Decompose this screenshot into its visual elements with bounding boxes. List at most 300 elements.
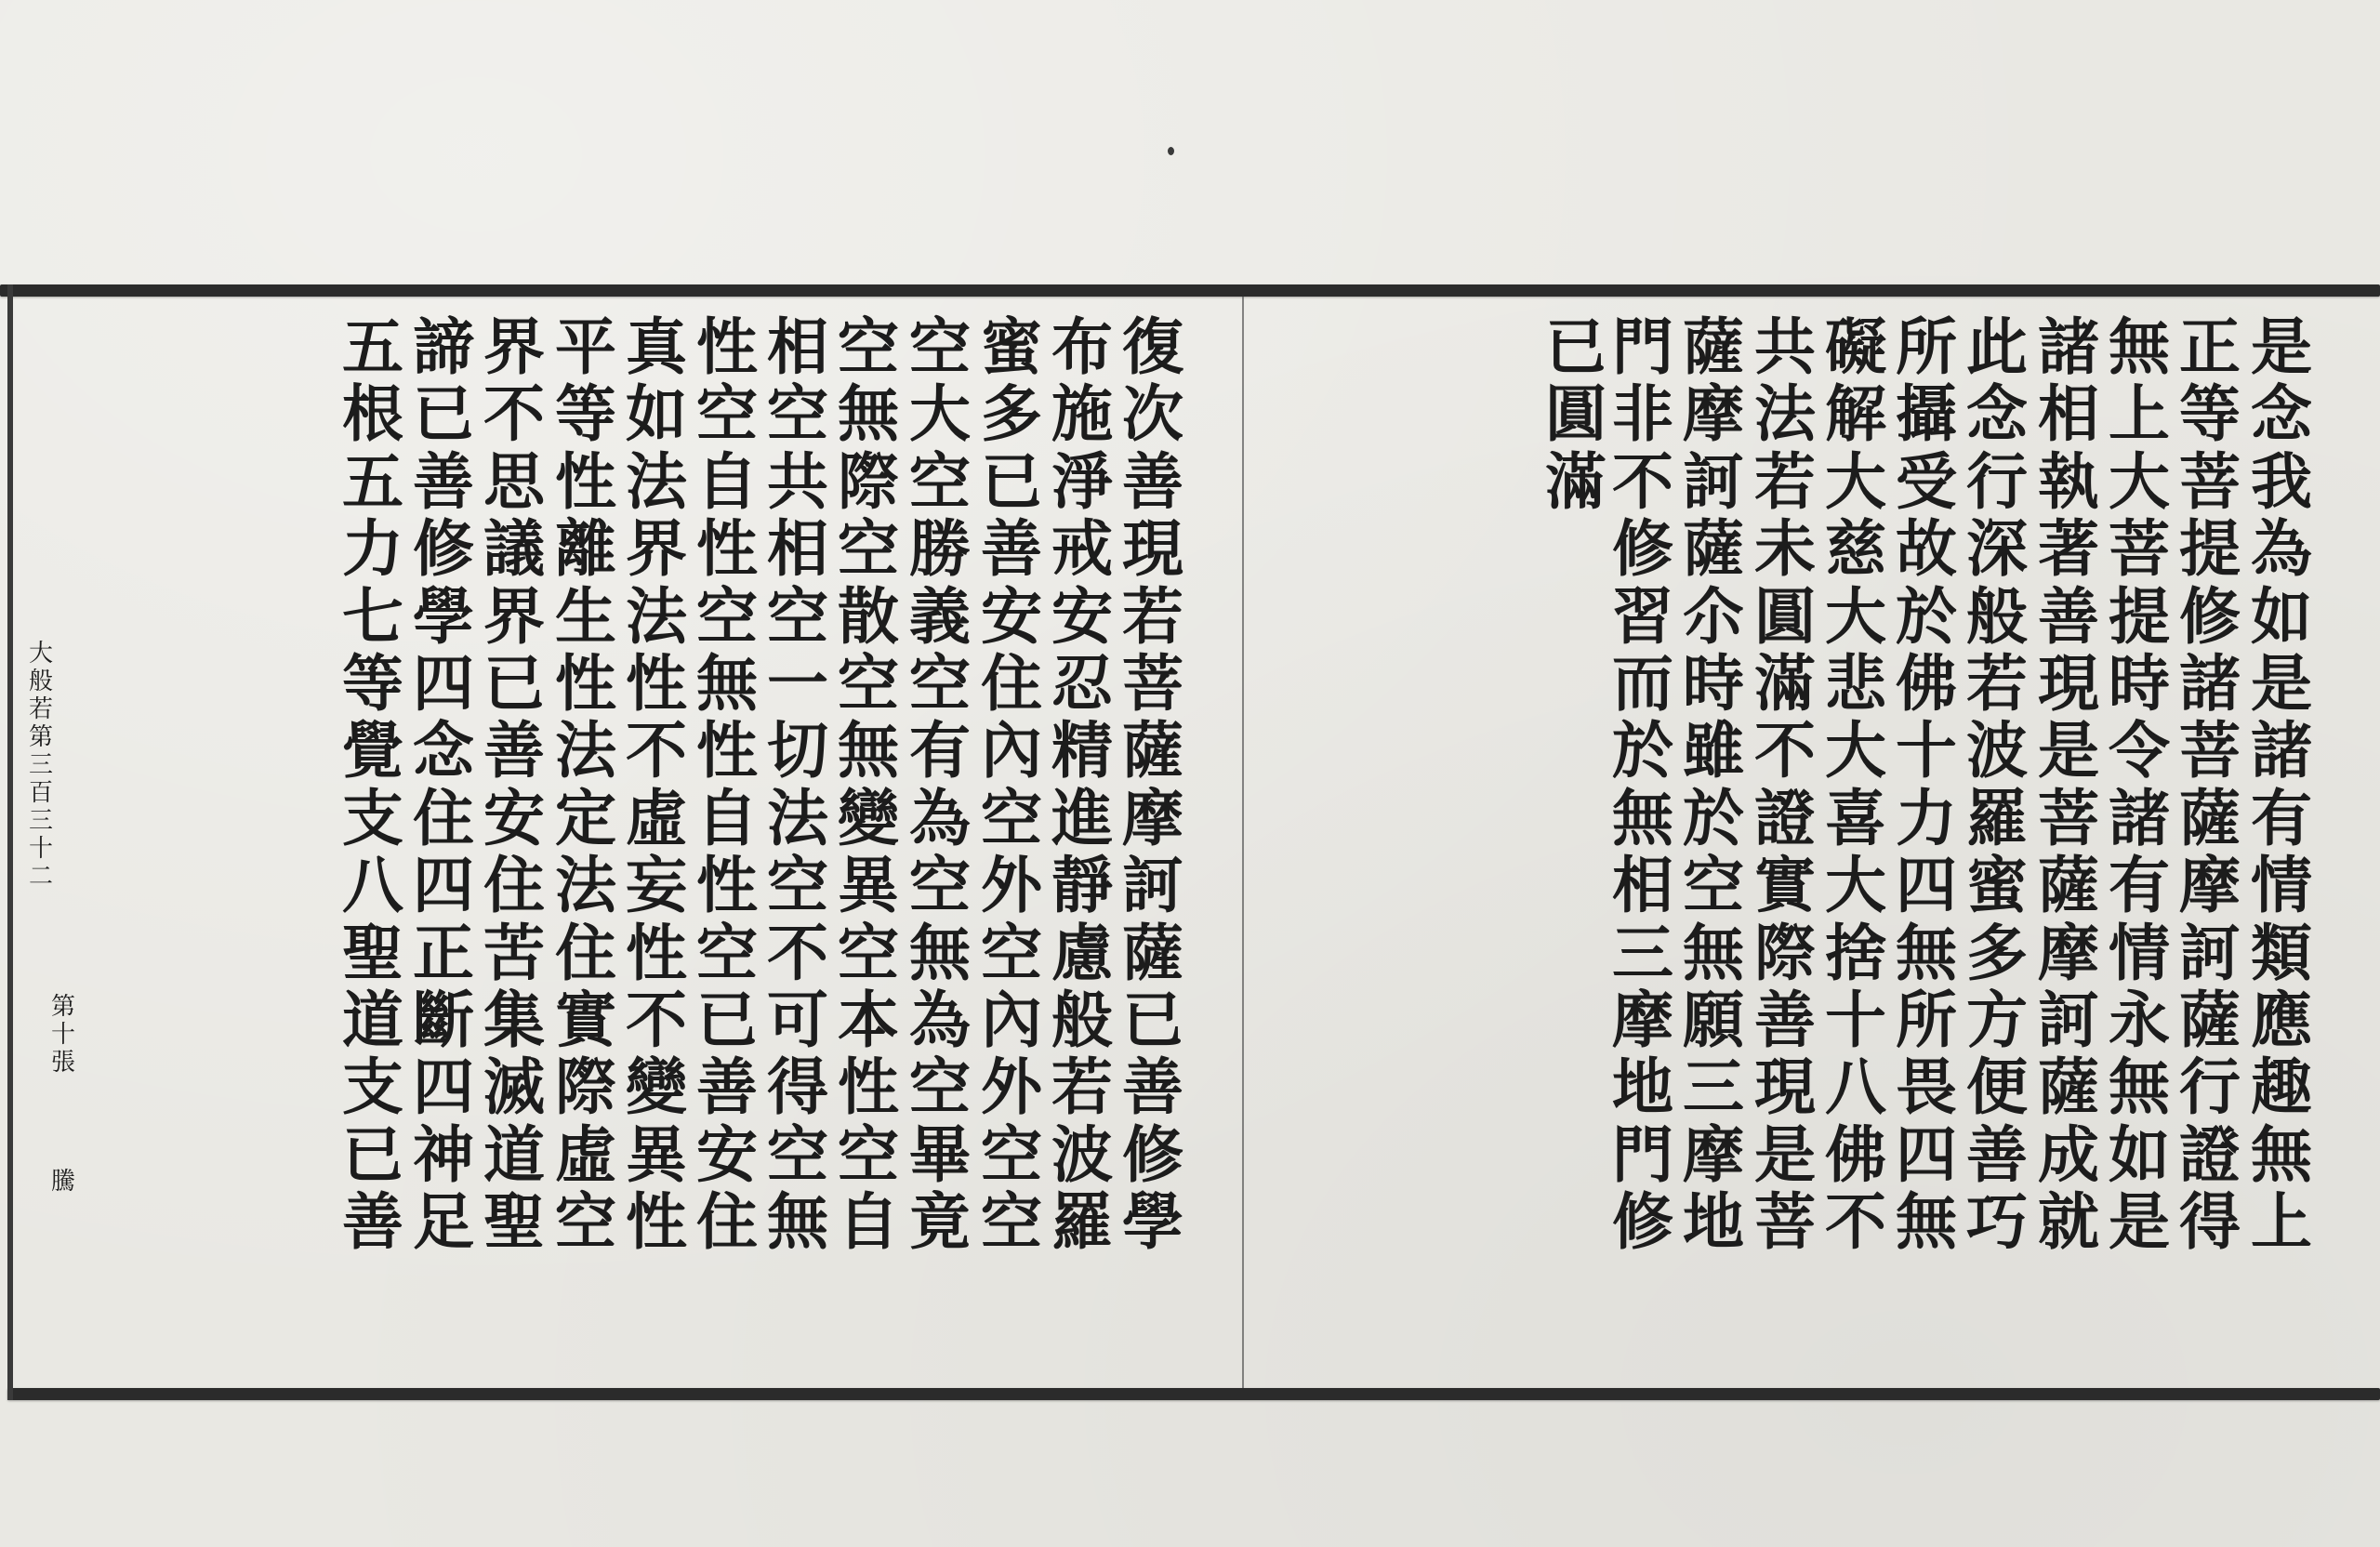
glyph: 已	[1545, 311, 1606, 383]
glyph: 波	[1051, 1117, 1113, 1191]
glyph: 空	[981, 781, 1042, 854]
glyph: 虛	[626, 781, 687, 854]
glyph: 四	[413, 1051, 474, 1124]
glyph: 非	[1612, 377, 1673, 451]
glyph: 修	[1612, 512, 1673, 586]
glyph: 無	[767, 1185, 828, 1259]
glyph: 而	[1612, 646, 1673, 720]
glyph: 已	[696, 983, 758, 1056]
glyph: 善	[1122, 444, 1183, 518]
glyph: 是	[1754, 1117, 1816, 1191]
glyph: 性	[838, 1051, 899, 1124]
glyph: 波	[1966, 714, 2028, 787]
glyph: 修	[413, 512, 474, 586]
glyph: 般	[1051, 983, 1113, 1056]
text-column	[830, 311, 906, 1259]
glyph: 地	[1612, 1051, 1673, 1124]
glyph: 復	[1122, 311, 1183, 383]
glyph: 證	[1754, 781, 1816, 854]
glyph: 所	[1896, 983, 1957, 1056]
glyph: 空	[981, 916, 1042, 989]
glyph: 就	[2038, 1185, 2099, 1259]
glyph: 正	[413, 916, 474, 989]
glyph: 實	[555, 983, 616, 1056]
glyph: 十	[28, 835, 53, 863]
glyph: 法	[767, 781, 828, 854]
glyph: 薩	[2179, 983, 2241, 1056]
glyph: 七	[342, 579, 403, 653]
glyph: 精	[1051, 714, 1113, 787]
glyph: 界	[483, 311, 545, 383]
glyph: 空	[696, 377, 758, 451]
glyph: 變	[838, 781, 899, 854]
glyph: 集	[483, 983, 545, 1056]
glyph: 有	[2109, 849, 2170, 922]
glyph: 著	[2038, 512, 2099, 586]
glyph: 慮	[1051, 916, 1113, 989]
glyph: 百	[28, 779, 53, 807]
glyph: 異	[838, 849, 899, 922]
glyph: 八	[1825, 1051, 1886, 1124]
frame-left-border	[7, 284, 13, 1400]
glyph: 不	[1612, 444, 1673, 518]
glyph: 為	[909, 781, 971, 854]
glyph: 無	[1896, 1185, 1957, 1259]
glyph: 忍	[1051, 646, 1113, 720]
glyph: 聖	[483, 1185, 545, 1259]
glyph: 蜜	[981, 311, 1042, 383]
glyph: 善	[696, 1051, 758, 1124]
glyph: 於	[1683, 781, 1744, 854]
glyph: 三	[28, 807, 53, 835]
glyph: 如	[2109, 1117, 2170, 1191]
glyph: 聖	[342, 916, 403, 989]
glyph: 學	[413, 579, 474, 653]
text-column	[760, 311, 836, 1259]
glyph: 大	[2109, 444, 2170, 518]
glyph: 虛	[555, 1117, 616, 1191]
glyph: 安	[696, 1117, 758, 1191]
glyph: 際	[1754, 916, 1816, 989]
glyph: 佛	[1825, 1117, 1886, 1191]
glyph: 性	[626, 916, 687, 989]
glyph: 若	[1122, 579, 1183, 653]
glyph: 門	[1612, 1117, 1673, 1191]
glyph: 巧	[1966, 1185, 2028, 1259]
glyph: 情	[2109, 916, 2170, 989]
glyph: 八	[342, 849, 403, 922]
glyph: 性	[555, 646, 616, 720]
glyph: 已	[413, 377, 474, 451]
glyph: 相	[767, 311, 828, 383]
glyph: 圓	[1754, 579, 1816, 653]
glyph: 力	[1896, 781, 1957, 854]
glyph: 摩	[2179, 849, 2241, 922]
text-column	[1747, 311, 1823, 1259]
glyph: 蜜	[1966, 849, 2028, 922]
glyph: 摩	[1612, 983, 1673, 1056]
glyph: 住	[696, 1185, 758, 1259]
glyph: 住	[981, 646, 1042, 720]
glyph: 離	[555, 512, 616, 586]
glyph: 礙	[1825, 311, 1886, 383]
glyph: 已	[483, 646, 545, 720]
glyph: 力	[342, 512, 403, 586]
glyph: 於	[1612, 714, 1673, 787]
glyph: 地	[1683, 1185, 1744, 1259]
glyph: 受	[1896, 444, 1957, 518]
glyph: 布	[1051, 311, 1113, 383]
glyph: 訶	[2179, 916, 2241, 989]
glyph: 次	[1122, 377, 1183, 451]
glyph: 方	[1966, 983, 2028, 1056]
glyph: 自	[696, 444, 758, 518]
glyph: 大	[909, 377, 971, 451]
glyph: 於	[1896, 579, 1957, 653]
glyph: 行	[2179, 1051, 2241, 1124]
glyph: 諦	[413, 311, 474, 383]
glyph: 空	[838, 512, 899, 586]
frame-bottom-border	[7, 1388, 2380, 1400]
glyph: 空	[909, 646, 971, 720]
glyph: 空	[696, 579, 758, 653]
glyph: 安	[483, 781, 545, 854]
glyph: 情	[2251, 849, 2312, 922]
glyph: 戒	[1051, 512, 1113, 586]
glyph: 外	[981, 849, 1042, 922]
glyph: 空	[1683, 849, 1744, 922]
glyph: 議	[483, 512, 545, 586]
glyph: 妄	[626, 849, 687, 922]
text-column	[1959, 311, 2035, 1259]
glyph: 大	[28, 640, 53, 668]
glyph: 不	[1825, 1185, 1886, 1259]
glyph: 類	[2251, 916, 2312, 989]
glyph: 法	[626, 444, 687, 518]
glyph: 佛	[1896, 646, 1957, 720]
glyph: 無	[909, 916, 971, 989]
glyph: 法	[555, 714, 616, 787]
glyph: 相	[767, 512, 828, 586]
glyph: 善	[1122, 1051, 1183, 1124]
glyph: 時	[2109, 646, 2170, 720]
glyph: 支	[342, 781, 403, 854]
glyph: 無	[838, 377, 899, 451]
glyph: 永	[2109, 983, 2170, 1056]
glyph: 學	[1122, 1185, 1183, 1259]
glyph: 內	[981, 983, 1042, 1056]
text-column	[1115, 311, 1191, 1259]
glyph: 住	[413, 781, 474, 854]
text-column	[548, 311, 624, 1259]
glyph: 若	[1754, 444, 1816, 518]
glyph: 有	[909, 714, 971, 787]
glyph: 善	[2038, 579, 2099, 653]
glyph: 薩	[1122, 714, 1183, 787]
glyph: 畏	[1896, 1051, 1957, 1124]
glyph: 念	[413, 714, 474, 787]
glyph: 菩	[2179, 444, 2241, 518]
text-column	[902, 311, 978, 1259]
glyph: 菩	[1122, 646, 1183, 720]
glyph: 十	[1896, 714, 1957, 787]
glyph: 不	[1754, 714, 1816, 787]
glyph: 空	[838, 916, 899, 989]
glyph: 執	[2038, 444, 2099, 518]
glyph: 便	[1966, 1051, 2028, 1124]
glyph: 若	[28, 695, 53, 723]
glyph: 性	[626, 1185, 687, 1259]
glyph: 覺	[342, 714, 403, 787]
glyph: 無	[2109, 311, 2170, 383]
glyph: 五	[342, 311, 403, 383]
glyph: 大	[1825, 849, 1886, 922]
glyph: 大	[1825, 444, 1886, 518]
glyph: 門	[1612, 311, 1673, 383]
glyph: 已	[1122, 983, 1183, 1056]
glyph: 散	[838, 579, 899, 653]
glyph: 性	[555, 444, 616, 518]
carver-mark: 騰	[50, 1168, 75, 1196]
glyph: 靜	[1051, 849, 1113, 922]
glyph: 無	[838, 714, 899, 787]
glyph: 善	[413, 444, 474, 518]
glyph: 際	[555, 1051, 616, 1124]
glyph: 菩	[1754, 1185, 1816, 1259]
glyph: 空	[838, 1117, 899, 1191]
text-column	[335, 311, 411, 1259]
glyph: 雖	[1683, 714, 1744, 787]
glyph: 無	[1896, 916, 1957, 989]
glyph: 十	[1825, 983, 1886, 1056]
glyph: 多	[1966, 916, 2028, 989]
glyph: 際	[838, 444, 899, 518]
text-column	[1888, 311, 1964, 1259]
glyph: 尒	[1683, 579, 1744, 653]
glyph: 薩	[1683, 512, 1744, 586]
glyph: 空	[909, 444, 971, 518]
glyph: 相	[2038, 377, 2099, 451]
glyph: 如	[626, 377, 687, 451]
text-column	[476, 311, 552, 1259]
glyph: 四	[413, 646, 474, 720]
glyph: 得	[2179, 1185, 2241, 1259]
glyph: 本	[838, 983, 899, 1056]
glyph: 現	[1754, 1051, 1816, 1124]
glyph: 道	[342, 983, 403, 1056]
glyph: 三	[1612, 916, 1673, 989]
glyph: 慈	[1825, 512, 1886, 586]
glyph: 性	[696, 512, 758, 586]
glyph: 深	[1966, 512, 2028, 586]
glyph: 界	[626, 512, 687, 586]
glyph: 空	[981, 1185, 1042, 1259]
glyph: 根	[342, 377, 403, 451]
glyph: 竟	[909, 1185, 971, 1259]
glyph: 安	[981, 579, 1042, 653]
glyph: 善	[1966, 1117, 2028, 1191]
glyph: 內	[981, 714, 1042, 787]
glyph: 滿	[1754, 646, 1816, 720]
glyph: 羅	[1051, 1185, 1113, 1259]
glyph: 訶	[1683, 444, 1744, 518]
glyph: 無	[696, 646, 758, 720]
text-column	[2030, 311, 2107, 1259]
text-column	[2172, 311, 2248, 1259]
glyph: 應	[2251, 983, 2312, 1056]
glyph: 真	[626, 311, 687, 383]
glyph: 願	[1683, 983, 1744, 1056]
glyph: 念	[2251, 377, 2312, 451]
margin-title	[20, 641, 61, 892]
glyph: 薩	[2179, 781, 2241, 854]
glyph: 攝	[1896, 377, 1957, 451]
glyph: 諸	[2109, 781, 2170, 854]
glyph: 提	[2179, 512, 2241, 586]
glyph: 多	[981, 377, 1042, 451]
glyph: 無	[1612, 781, 1673, 854]
glyph: 有	[2251, 781, 2312, 854]
glyph: 訶	[1122, 849, 1183, 922]
glyph: 住	[555, 916, 616, 989]
text-column	[1818, 311, 1894, 1259]
glyph: 淨	[1051, 444, 1113, 518]
glyph: 已	[981, 444, 1042, 518]
glyph: 道	[483, 1117, 545, 1191]
glyph: 第	[50, 993, 75, 1021]
glyph: 大	[1825, 579, 1886, 653]
text-column	[1044, 311, 1120, 1259]
glyph: 修	[1122, 1117, 1183, 1191]
glyph: 所	[1896, 311, 1957, 383]
glyph: 不	[626, 983, 687, 1056]
glyph: 等	[555, 377, 616, 451]
glyph: 外	[981, 1051, 1042, 1124]
glyph: 無	[2109, 1051, 2170, 1124]
glyph: 安	[1051, 579, 1113, 653]
glyph: 修	[1612, 1185, 1673, 1259]
text-column	[689, 311, 765, 1259]
glyph: 無	[1683, 916, 1744, 989]
glyph: 二	[28, 863, 53, 891]
glyph: 正	[2179, 311, 2241, 383]
glyph: 悲	[1825, 646, 1886, 720]
glyph: 等	[2179, 377, 2241, 451]
glyph: 上	[2109, 377, 2170, 451]
glyph: 故	[1896, 512, 1957, 586]
glyph: 住	[483, 849, 545, 922]
glyph: 空	[909, 311, 971, 383]
glyph: 畢	[909, 1117, 971, 1191]
glyph: 共	[767, 444, 828, 518]
glyph: 時	[1683, 646, 1744, 720]
glyph: 空	[767, 849, 828, 922]
glyph: 摩	[2038, 916, 2099, 989]
glyph: 生	[555, 579, 616, 653]
glyph: 界	[483, 579, 545, 653]
text-column	[618, 311, 694, 1259]
glyph: 實	[1754, 849, 1816, 922]
glyph: 四	[1896, 849, 1957, 922]
glyph: 薩	[1122, 916, 1183, 989]
text-column	[2101, 311, 2177, 1259]
glyph: 不	[626, 714, 687, 787]
glyph: 善	[342, 1185, 403, 1259]
glyph: 空	[838, 646, 899, 720]
glyph: 若	[1051, 1051, 1113, 1124]
glyph: 自	[838, 1185, 899, 1259]
glyph: 第	[28, 723, 53, 751]
glyph: 現	[1122, 512, 1183, 586]
glyph: 如	[2251, 579, 2312, 653]
glyph: 性	[696, 849, 758, 922]
glyph: 十	[50, 1021, 75, 1049]
glyph: 已	[342, 1117, 403, 1191]
glyph: 一	[767, 646, 828, 720]
glyph: 苦	[483, 916, 545, 989]
glyph: 行	[1966, 444, 2028, 518]
glyph: 薩	[1683, 311, 1744, 383]
glyph: 善	[981, 512, 1042, 586]
glyph: 薩	[2038, 849, 2099, 922]
glyph: 薩	[2038, 1051, 2099, 1124]
glyph: 空	[767, 579, 828, 653]
glyph: 三	[1683, 1051, 1744, 1124]
glyph: 無	[2251, 1117, 2312, 1191]
glyph: 不	[767, 916, 828, 989]
glyph: 法	[626, 579, 687, 653]
glyph: 空	[555, 1185, 616, 1259]
glyph: 為	[909, 983, 971, 1056]
glyph: 三	[28, 751, 53, 779]
text-column	[973, 311, 1050, 1259]
glyph: 滅	[483, 1051, 545, 1124]
glyph: 性	[626, 646, 687, 720]
glyph: 念	[1966, 377, 2028, 451]
glyph: 法	[555, 849, 616, 922]
glyph: 是	[2038, 714, 2099, 787]
glyph: 未	[1754, 512, 1816, 586]
glyph: 上	[2251, 1185, 2312, 1259]
glyph: 支	[342, 1051, 403, 1124]
glyph: 勝	[909, 512, 971, 586]
glyph: 般	[1966, 579, 2028, 653]
glyph: 四	[1896, 1117, 1957, 1191]
glyph: 進	[1051, 781, 1113, 854]
glyph: 空	[767, 1117, 828, 1191]
glyph: 證	[2179, 1117, 2241, 1191]
glyph: 菩	[2109, 512, 2170, 586]
glyph: 法	[1754, 377, 1816, 451]
glyph: 足	[413, 1185, 474, 1259]
glyph: 平	[555, 311, 616, 383]
glyph: 善	[1754, 983, 1816, 1056]
glyph: 諸	[2179, 646, 2241, 720]
text-column	[1605, 311, 1681, 1259]
glyph: 義	[909, 579, 971, 653]
glyph: 等	[342, 646, 403, 720]
glyph: 五	[342, 444, 403, 518]
glyph: 修	[2179, 579, 2241, 653]
glyph: 可	[767, 983, 828, 1056]
glyph: 空	[696, 916, 758, 989]
glyph: 摩	[1122, 781, 1183, 854]
sheet-number	[43, 987, 84, 1077]
glyph: 變	[626, 1051, 687, 1124]
glyph: 摩	[1683, 1117, 1744, 1191]
glyph: 諸	[2038, 311, 2099, 383]
glyph: 不	[483, 377, 545, 451]
